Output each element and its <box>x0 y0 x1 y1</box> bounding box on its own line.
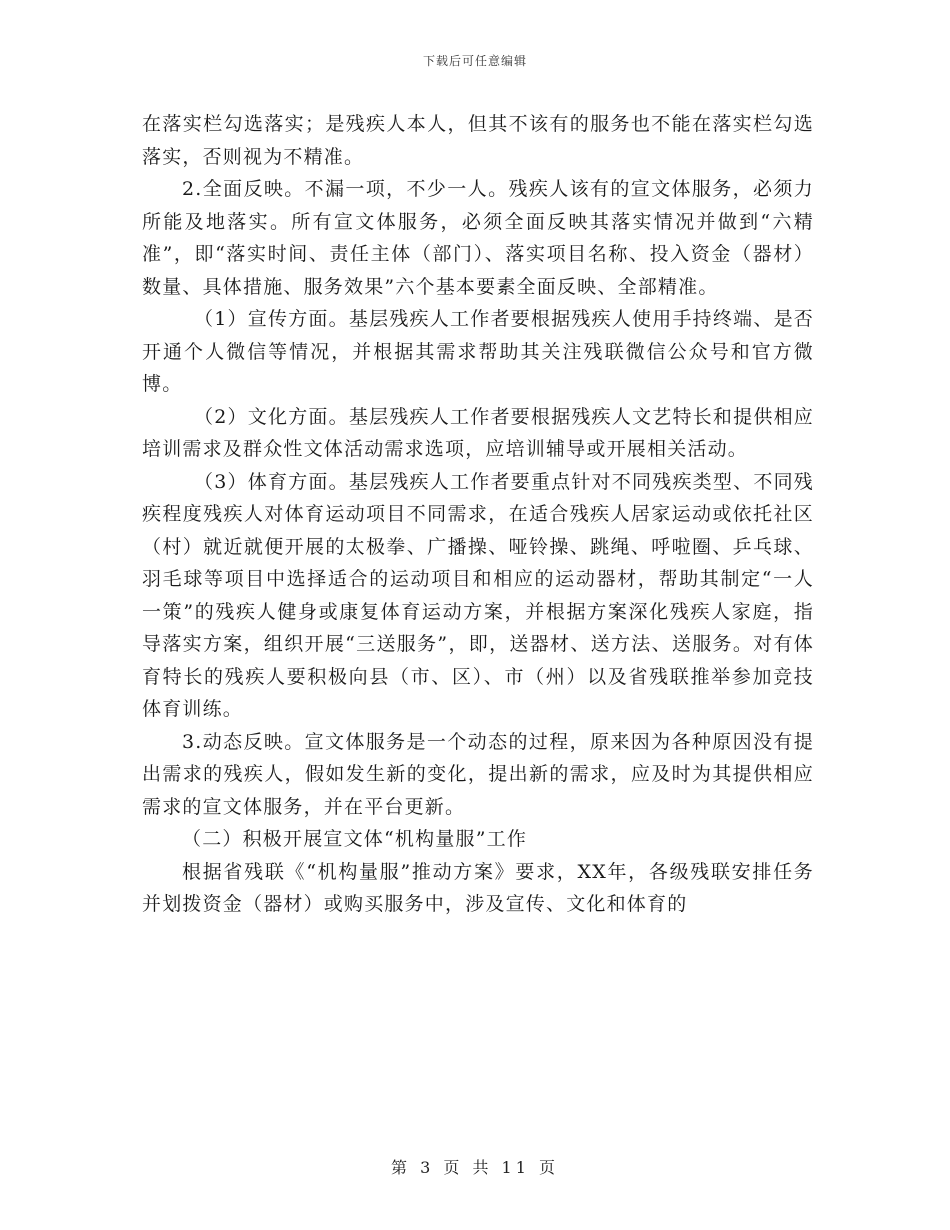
paragraph-institution-service: 根据省残联《“机构量服”推动方案》要求，XX年，各级残联安排任务并划拨资金（器材）或购买服务中，涉及宣传、文化和体育的 <box>142 860 814 915</box>
paragraph-continuation: 在落实栏勾选落实；是残疾人本人，但其不该有的服务也不能在落实栏勾选落实，否则视为不精准。 <box>142 113 814 168</box>
paragraph-dynamic-reflection: 3.动态反映。宣文体服务是一个动态的过程，原来因为各种原因没有提出需求的残疾人，假如发生新的变化，提出新的需求，应及时为其提供相应需求的宣文体服务，并在平台更新。 <box>142 730 814 818</box>
paragraph-comprehensive-reflection: 2.全面反映。不漏一项，不少一人。残疾人该有的宣文体服务，必须力所能及地落实。所有宣文体服务，必须全面反映其落实情况并做到“六精准”，即“落实时间、责任主体（部门）、落实项目名称、投入资金（器材）数量、具体措施、服务效果”六个基本要素全面反映、全部精准。 <box>142 178 814 298</box>
page-header: 下载后可任意编辑 <box>422 54 527 68</box>
page-footer: 第 3 页 共 11 页 <box>391 1158 559 1177</box>
document-body <box>142 108 814 921</box>
section-heading: （二）积极开展宣文体“机构量服”工作 <box>182 828 528 850</box>
paragraph-culture: （2）文化方面。基层残疾人工作者要根据残疾人文艺特长和提供相应培训需求及群众性文体活动需求选项，应培训辅导或开展相关活动。 <box>142 405 814 460</box>
paragraph-publicity: （1）宣传方面。基层残疾人工作者要根据残疾人使用手持终端、是否开通个人微信等情况，并根据其需求帮助其关注残联微信公众号和官方微博。 <box>142 308 814 395</box>
paragraph-sports: （3）体育方面。基层残疾人工作者要重点针对不同残疾类型、不同残疾程度残疾人对体育运动项目不同需求，在适合残疾人居家运动或依托社区（村）就近就便开展的太极拳、广播操、哑铃操、跳绳、呼啦圈、乒乓球、羽毛球等项目中选择适合的运动项目和相应的运动器材，帮助其制定“一人一策”的残疾人健身或康复体育运动方案，并根据方案深化残疾人家庭，指导落实方案，组织开展“三送服务”，即，送器材、送方法、送服务。对有体育特长的残疾人要积极向县（市、区）、市（州）以及省残联推举参加竞技体育训练。 <box>142 470 814 720</box>
